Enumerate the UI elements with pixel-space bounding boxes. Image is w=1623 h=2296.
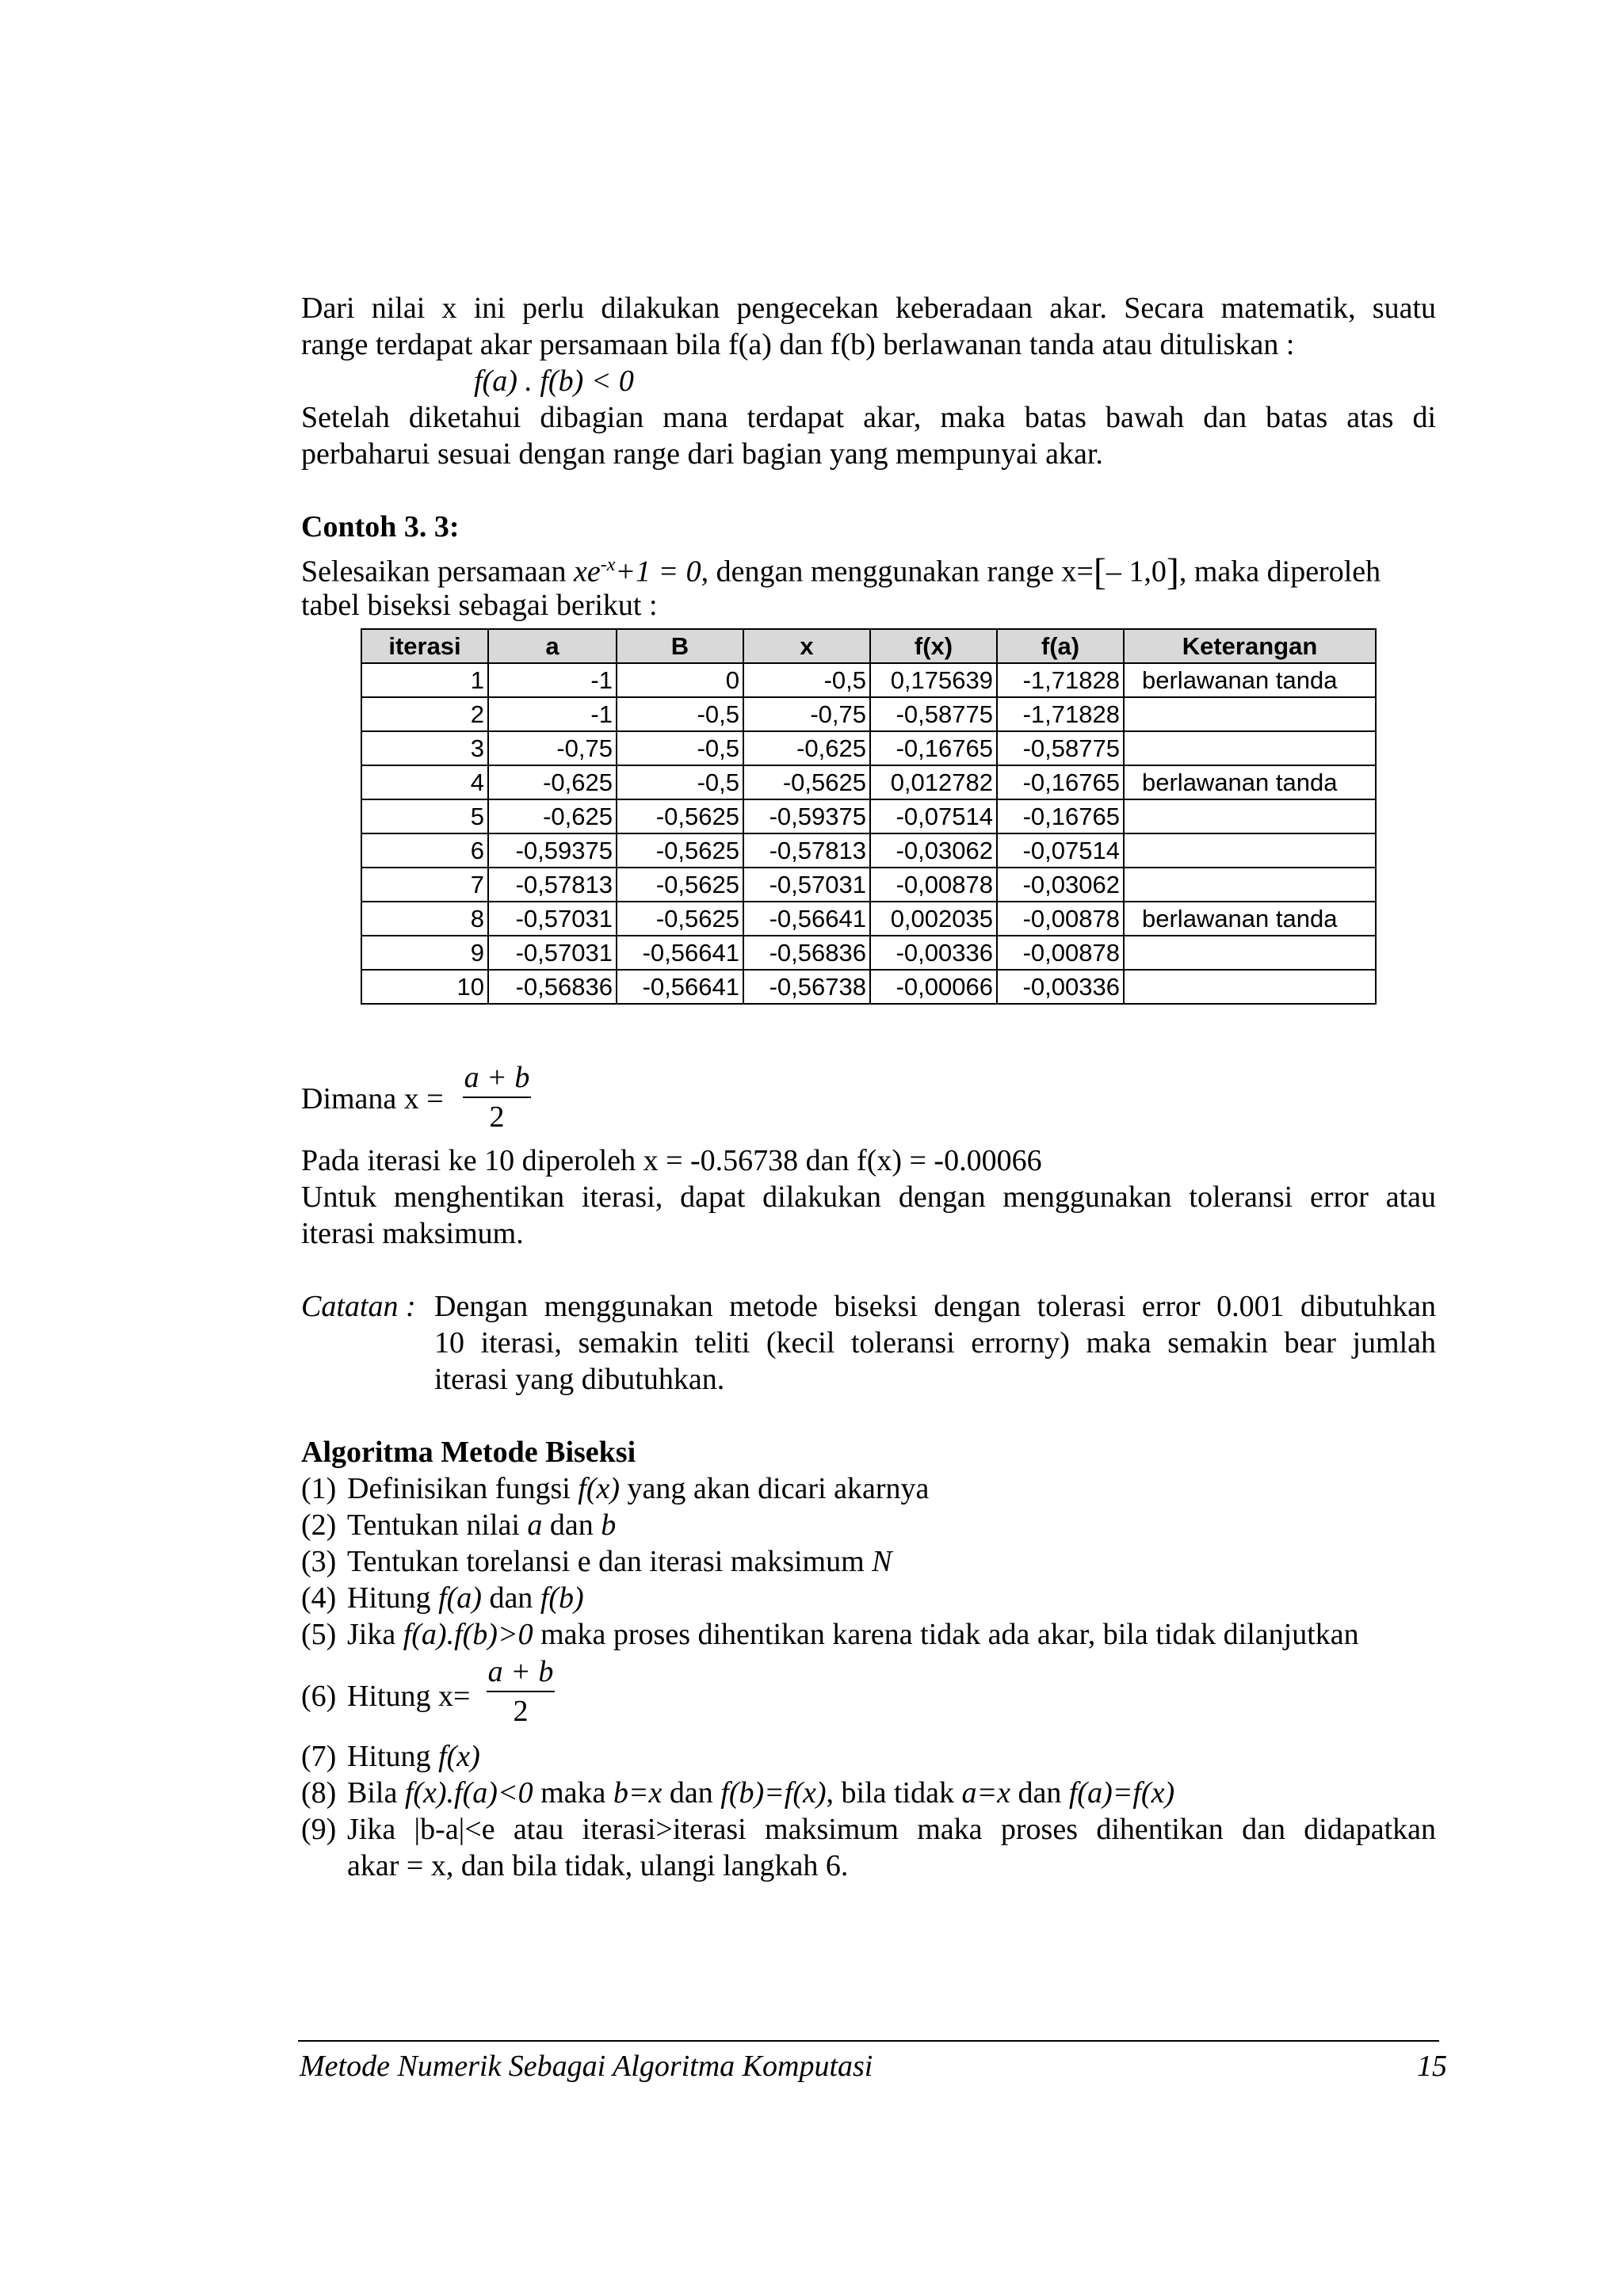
catatan-line-3: iterasi yang dibutuhkan. [434, 1363, 725, 1396]
table-cell [1124, 697, 1376, 731]
table-cell: -0,03062 [997, 868, 1124, 902]
table-cell: -0,07514 [997, 833, 1124, 868]
table-cell: -0,57813 [743, 833, 870, 868]
step-6-fraction [487, 1654, 555, 1729]
algorithm-step-3 [301, 1543, 892, 1580]
range-open-bracket: [ [1093, 551, 1106, 593]
table-cell: -0,59375 [488, 833, 617, 868]
footer-title: Metode Numerik Sebagai Algoritma Komputasi [300, 2050, 873, 2083]
algorithm-step-9 [301, 1811, 336, 1848]
step-text: Hitung [347, 1740, 439, 1773]
intro-line-2: range terdapat akar persamaan bila f(a) dan f(b) berlawanan tanda atau dituliskan : [301, 328, 1295, 361]
step-number: (9) [301, 1813, 337, 1846]
step-number: (7) [301, 1740, 337, 1773]
fraction-bar [463, 1097, 531, 1098]
table-cell: 0,175639 [870, 663, 997, 697]
column-header: B [617, 629, 743, 663]
step-number: (4) [301, 1581, 337, 1615]
table-cell: 6 [361, 833, 488, 868]
example-text-mid: , dengan menggunakan range x= [701, 555, 1094, 589]
table-cell: -0,57031 [488, 902, 617, 936]
table-cell: -0,5625 [617, 902, 743, 936]
table-cell: 10 [361, 970, 488, 1004]
step-italic: b [601, 1508, 617, 1542]
dimana-fraction [463, 1060, 531, 1135]
table-cell: -0,5 [743, 663, 870, 697]
fraction-bar [487, 1691, 555, 1692]
table-cell: -0,16765 [997, 765, 1124, 799]
footer-rule [298, 2040, 1439, 2042]
step-number: (2) [301, 1508, 337, 1542]
step-text: dan [542, 1508, 601, 1542]
table-cell: berlawanan tanda [1124, 902, 1376, 936]
table-cell: -0,5 [617, 697, 743, 731]
column-header: Keterangan [1124, 629, 1376, 663]
step-text: yang akan dicari akarnya [620, 1472, 930, 1505]
table-row [361, 799, 1376, 833]
table-cell: 0,012782 [870, 765, 997, 799]
table-row [361, 833, 1376, 868]
table-cell: -0,5625 [617, 799, 743, 833]
step-number: (6) [301, 1680, 337, 1713]
table-cell: -0,5 [617, 765, 743, 799]
example-text-end: , maka diperoleh [1178, 555, 1381, 589]
table-cell: 4 [361, 765, 488, 799]
algorithm-heading: Algoritma Metode Biseksi [301, 1436, 636, 1469]
table-cell: 2 [361, 697, 488, 731]
result-line-2: Untuk menghentikan iterasi, dapat dilakukan dengan menggunakan toleransi error atau [301, 1180, 1436, 1214]
table-cell: 1 [361, 663, 488, 697]
step-text: , bila tidak [826, 1776, 962, 1810]
table-cell [1124, 731, 1376, 765]
result-line-3: iterasi maksimum. [301, 1217, 524, 1250]
step-italic: f(a)=f(x) [1068, 1776, 1175, 1810]
table-cell: -0,00878 [997, 902, 1124, 936]
step-text: dan [662, 1776, 721, 1810]
table-cell: -0,5625 [617, 833, 743, 868]
table-cell: -0,75 [743, 697, 870, 731]
step-number: (8) [301, 1776, 337, 1810]
algorithm-step-2 [301, 1507, 617, 1543]
step-text: dan [1010, 1776, 1069, 1810]
table-row [361, 765, 1376, 799]
step-italic: f(b) [540, 1581, 584, 1615]
step-text: maka [533, 1776, 613, 1810]
table-header-row [361, 629, 1376, 663]
table-cell: 5 [361, 799, 488, 833]
dimana-denominator: 2 [489, 1100, 505, 1134]
catatan-line-2: 10 iterasi, semakin teliti (kecil toleransi errorny) maka semakin bear jumlah [434, 1326, 1436, 1360]
table-cell: -0,16765 [997, 799, 1124, 833]
intro-formula: f(a) . f(b) < 0 [474, 364, 634, 398]
step-text: Hitung x= [347, 1680, 471, 1713]
table-body [361, 663, 1376, 1004]
dimana-numerator: a + b [464, 1061, 530, 1094]
page-number: 15 [1417, 2050, 1447, 2083]
step-italic: f(a).f(b)>0 [403, 1618, 533, 1651]
table-cell [1124, 936, 1376, 970]
step-6-numerator: a + b [487, 1655, 554, 1688]
table-cell: -0,56738 [743, 970, 870, 1004]
table-cell: -0,625 [488, 765, 617, 799]
catatan-label: Catatan : [301, 1290, 416, 1323]
equation-base: xe [573, 555, 601, 589]
catatan-line-1: Dengan menggunakan metode biseksi dengan tolerasi error 0.001 dibutuhkan [434, 1290, 1436, 1323]
algorithm-step-8 [301, 1775, 1175, 1811]
table-row [361, 663, 1376, 697]
range-value: – 1,0 [1106, 555, 1167, 589]
table-cell: 9 [361, 936, 488, 970]
algorithm-step-9-line-1: Jika |b-a|<e atau iterasi>iterasi maksimum maka proses dihentikan dan didapatkan [347, 1813, 1436, 1846]
step-text: maka proses dihentikan karena tidak ada akar, bila tidak dilanjutkan [533, 1618, 1359, 1651]
example-line-1 [301, 547, 1381, 591]
step-italic: N [872, 1545, 892, 1578]
table-cell: -0,56641 [617, 936, 743, 970]
table-cell: -0,56641 [617, 970, 743, 1004]
dimana-label: Dimana x = [301, 1082, 444, 1116]
table-cell: -0,57031 [743, 868, 870, 902]
table-cell: -0,5 [617, 731, 743, 765]
table-row [361, 731, 1376, 765]
table-cell: -1,71828 [997, 663, 1124, 697]
table-cell: -1 [488, 697, 617, 731]
table-cell: berlawanan tanda [1124, 765, 1376, 799]
table-cell: -0,07514 [870, 799, 997, 833]
table-row [361, 970, 1376, 1004]
intro-line-3: Setelah diketahui dibagian mana terdapat akar, maka batas bawah dan batas atas di [301, 401, 1436, 434]
algorithm-step-1 [301, 1470, 930, 1507]
algorithm-step-4 [301, 1580, 584, 1616]
example-line-2: tabel biseksi sebagai berikut : [301, 589, 658, 622]
table-cell: 0 [617, 663, 743, 697]
table-cell: -0,00336 [870, 936, 997, 970]
step-text: Definisikan fungsi [347, 1472, 579, 1505]
table-cell: -0,57813 [488, 868, 617, 902]
column-header: iterasi [361, 629, 488, 663]
table-cell: -0,00066 [870, 970, 997, 1004]
table-cell: -0,625 [743, 731, 870, 765]
table-cell: 7 [361, 868, 488, 902]
example-text-start: Selesaikan persamaan [301, 555, 574, 589]
step-italic: a [527, 1508, 543, 1542]
intro-line-1: Dari nilai x ini perlu dilakukan pengecekan keberadaan akar. Secara matematik, suatu [301, 292, 1436, 325]
step-italic: b=x [613, 1776, 663, 1810]
table-cell [1124, 868, 1376, 902]
step-text: Hitung [347, 1581, 439, 1615]
equation-rest: +1 = 0 [615, 555, 701, 589]
table-cell: -0,58775 [870, 697, 997, 731]
table-row [361, 936, 1376, 970]
table-cell: -0,16765 [870, 731, 997, 765]
column-header: x [743, 629, 870, 663]
table-cell: 3 [361, 731, 488, 765]
table-row [361, 902, 1376, 936]
table-cell: -0,00336 [997, 970, 1124, 1004]
table-cell: berlawanan tanda [1124, 663, 1376, 697]
table-cell: -0,03062 [870, 833, 997, 868]
table-cell: -0,57031 [488, 936, 617, 970]
column-header: f(x) [870, 629, 997, 663]
result-line-1: Pada iterasi ke 10 diperoleh x = -0.56738 dan f(x) = -0.00066 [301, 1144, 1042, 1177]
table-row [361, 868, 1376, 902]
step-italic: f(x) [578, 1472, 621, 1505]
table-cell: -0,56836 [488, 970, 617, 1004]
table-cell: 0,002035 [870, 902, 997, 936]
step-text: Jika [347, 1618, 403, 1651]
equation-superscript: -x [600, 555, 616, 575]
table-cell: -0,56641 [743, 902, 870, 936]
algorithm-step-7 [301, 1738, 480, 1775]
step-6-denominator: 2 [513, 1695, 529, 1728]
step-italic: f(x).f(a)<0 [404, 1776, 533, 1810]
table-cell [1124, 799, 1376, 833]
algorithm-step-9-line-2: akar = x, dan bila tidak, ulangi langkah 6. [347, 1849, 849, 1882]
table-cell: -0,75 [488, 731, 617, 765]
table-row [361, 697, 1376, 731]
table-cell: -0,625 [488, 799, 617, 833]
table-cell: -0,59375 [743, 799, 870, 833]
table-cell: -1 [488, 663, 617, 697]
step-text: Tentukan torelansi e dan iterasi maksimum [347, 1545, 873, 1578]
column-header: f(a) [997, 629, 1124, 663]
example-heading: Contoh 3. 3: [301, 510, 460, 543]
table-cell: -0,5625 [617, 868, 743, 902]
step-italic: f(a) [438, 1581, 482, 1615]
range-close-bracket: ] [1166, 551, 1179, 593]
column-header: a [488, 629, 617, 663]
step-italic: f(b)=f(x) [720, 1776, 827, 1810]
table-cell: -0,00878 [870, 868, 997, 902]
table-cell [1124, 970, 1376, 1004]
step-text: Tentukan nilai [347, 1508, 528, 1542]
algorithm-step-5 [301, 1616, 1359, 1653]
step-italic: a=x [961, 1776, 1010, 1810]
table-cell: 8 [361, 902, 488, 936]
step-text: dan [481, 1581, 540, 1615]
table-cell: -0,5625 [743, 765, 870, 799]
step-italic: f(x) [438, 1740, 480, 1773]
step-number: (3) [301, 1545, 337, 1578]
step-number: (5) [301, 1618, 337, 1651]
table-cell: -0,58775 [997, 731, 1124, 765]
step-text: Bila [347, 1776, 405, 1810]
table-cell: -0,56836 [743, 936, 870, 970]
algorithm-step-6 [301, 1678, 471, 1714]
bisection-table [361, 628, 1377, 1005]
table-cell [1124, 833, 1376, 868]
table-cell: -1,71828 [997, 697, 1124, 731]
table-cell: -0,00878 [997, 936, 1124, 970]
intro-line-4: perbaharui sesuai dengan range dari bagian yang mempunyai akar. [301, 437, 1103, 471]
step-number: (1) [301, 1472, 337, 1505]
